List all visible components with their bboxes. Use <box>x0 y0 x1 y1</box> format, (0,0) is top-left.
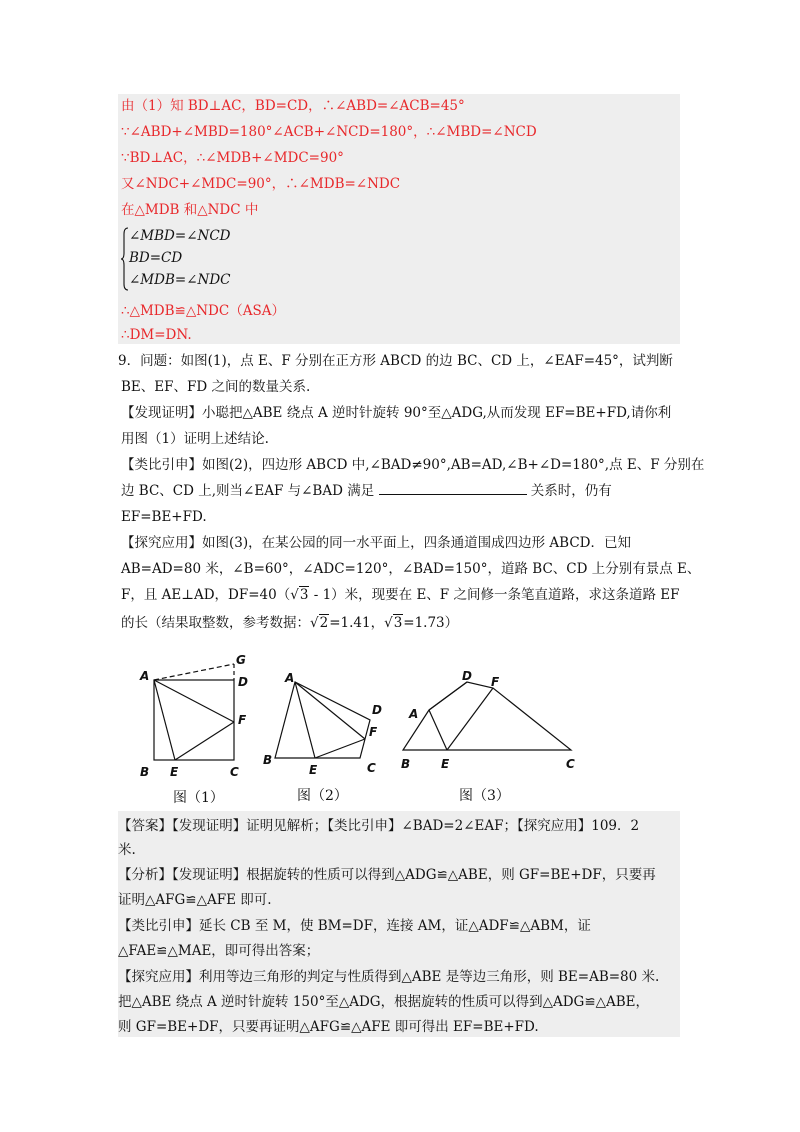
fig3-label-a: A <box>409 707 419 721</box>
answer-line-1: 【答案】【发现证明】证明见解析；【类比引申】∠BAD=2∠EAF；【探究应用】109．2 <box>118 818 640 834</box>
fig3-label-f: F <box>491 675 500 689</box>
fig1-label-b: B <box>140 765 150 779</box>
fig2-label-d: D <box>372 703 382 717</box>
apply-line-4a: 的长（结果取整数，参考数据： <box>121 615 310 631</box>
extend-line-3: EF=BE+FD. <box>121 509 207 525</box>
fig2-label-f: F <box>369 725 378 739</box>
analysis-line-2: 证明△AFG≌△AFE 即可. <box>118 892 272 908</box>
apply-answer-line-3: 则 GF=BE+DF，只要再证明△AFG≌△AFE 即可得出 EF=BE+FD. <box>118 1019 539 1035</box>
extend-line-1: 【类比引申】如图(2)，四边形 ABCD 中,∠BAD≠90°,AB=AD,∠B+∠D=180°,点 E、F 分别在 <box>121 457 705 473</box>
fig3-label-b: B <box>401 757 411 771</box>
figure-3 <box>395 668 585 780</box>
extend-answer-line-2: △FAE≌△MAE，即可得出答案； <box>118 943 320 959</box>
sqrt-3b: √3 <box>384 615 403 631</box>
system-row-3: ∠MDB=∠NDC <box>129 272 231 288</box>
fig1-label-c: C <box>230 765 239 779</box>
figure-1 <box>130 650 260 780</box>
fig1-label-a: A <box>140 669 150 683</box>
apply-line-4 <box>121 614 458 632</box>
fig1-label-f: F <box>238 713 247 727</box>
proof-line-5: 在△MDB 和△NDC 中 <box>121 202 259 218</box>
fig2-label-b: B <box>263 753 273 767</box>
analysis-line-1: 【分析】【发现证明】根据旋转的性质可以得到△ADG≌△ABE，则 GF=BE+DF，只要再 <box>118 867 656 883</box>
extend-line-2a: 边 BC、CD 上,则当∠EAF 与∠BAD 满足 <box>121 483 375 499</box>
proof-line-3: ∵BD⊥AC，∴∠MDB+∠MDC=90° <box>121 150 344 166</box>
sqrt-2: √2 <box>310 615 329 631</box>
system-row-1: ∠MBD=∠NCD <box>129 228 231 244</box>
apply-answer-line-1: 【探究应用】利用等边三角形的判定与性质得到△ABE 是等边三角形，则 BE=AB=80 米. <box>118 969 660 985</box>
answer-line-2: 米. <box>118 842 136 858</box>
fig1-label-g: G <box>236 653 246 667</box>
proof-conclusion-2: ∴DM=DN. <box>121 327 192 343</box>
apply-line-1: 【探究应用】如图(3)，在某公园的同一水平面上，四条通道围成四边形 ABCD．已知 <box>121 535 631 551</box>
proof-line-2: ∵∠ABD+∠MBD=180°∠ACB+∠NCD=180°，∴∠MBD=∠NCD <box>121 124 537 140</box>
figure-1-caption: 图（1） <box>173 790 224 806</box>
fig2-label-a: A <box>285 671 295 685</box>
proof-line-1: 由（1）知 BD⊥AC，BD=CD，∴∠ABD=∠ACB=45° <box>121 98 465 114</box>
discover-line-1: 【发现证明】小聪把△ABE 绕点 A 逆时针旋转 90°至△ADG,从而发现 EF=BE+FD,请你利 <box>121 405 672 421</box>
apply-line-4b: =1.73） <box>403 615 459 631</box>
fig3-label-d: D <box>462 669 472 683</box>
figure-2-caption: 图（2） <box>297 788 348 804</box>
apply-line-2: AB=AD=80 米，∠B=60°，∠ADC=120°，∠BAD=150°，道路 BC、CD 上分别有景点 E、 <box>121 561 701 577</box>
extend-line-2 <box>121 482 612 500</box>
extend-line-2b: 关系时，仍有 <box>530 483 612 499</box>
fig2-label-e: E <box>309 763 318 777</box>
problem-line-1: 9．问题：如图(1)，点 E、F 分别在正方形 ABCD 的边 BC、CD 上，∠EAF=45°，试判断 <box>118 353 673 369</box>
discover-line-2: 用图（1）证明上述结论. <box>121 431 269 447</box>
system-row-2: BD=CD <box>129 250 183 266</box>
apply-line-3a: F，且 AE⊥AD，DF=40（ <box>121 587 291 603</box>
figure-2 <box>255 668 395 780</box>
problem-line-2: BE、EF、FD 之间的数量关系. <box>121 379 311 395</box>
answer-blank[interactable] <box>379 482 527 495</box>
apply-line-3b: - 1）米，现要在 E、F 之间修一条笔直道路，求这条道路 EF <box>309 587 680 603</box>
fig3-label-c: C <box>566 757 575 771</box>
brace-icon <box>121 226 129 292</box>
apply-line-4m: =1.41， <box>329 615 385 631</box>
sqrt-radicand-2: 2 <box>319 615 329 631</box>
fig2-label-c: C <box>367 761 376 775</box>
apply-line-3 <box>121 586 679 604</box>
sqrt-3: √3 <box>290 587 309 603</box>
sqrt-radicand: 3 <box>299 587 309 603</box>
proof-line-4: 又∠NDC+∠MDC=90°，∴∠MDB=∠NDC <box>121 176 401 192</box>
apply-answer-line-2: 把△ABE 绕点 A 逆时针旋转 150°至△ADG，根据旋转的性质可以得到△ADG≌△ABE， <box>118 994 650 1010</box>
extend-answer-line-1: 【类比引申】延长 CB 至 M，使 BM=DF，连接 AM，证△ADF≌△ABM，证 <box>118 918 591 934</box>
fig1-label-e: E <box>170 765 179 779</box>
sqrt-radicand-3: 3 <box>393 615 403 631</box>
proof-conclusion-1: ∴△MDB≌△NDC（ASA） <box>121 303 285 319</box>
fig3-label-e: E <box>441 757 450 771</box>
fig1-label-d: D <box>238 675 248 689</box>
figure-3-caption: 图（3） <box>459 788 510 804</box>
